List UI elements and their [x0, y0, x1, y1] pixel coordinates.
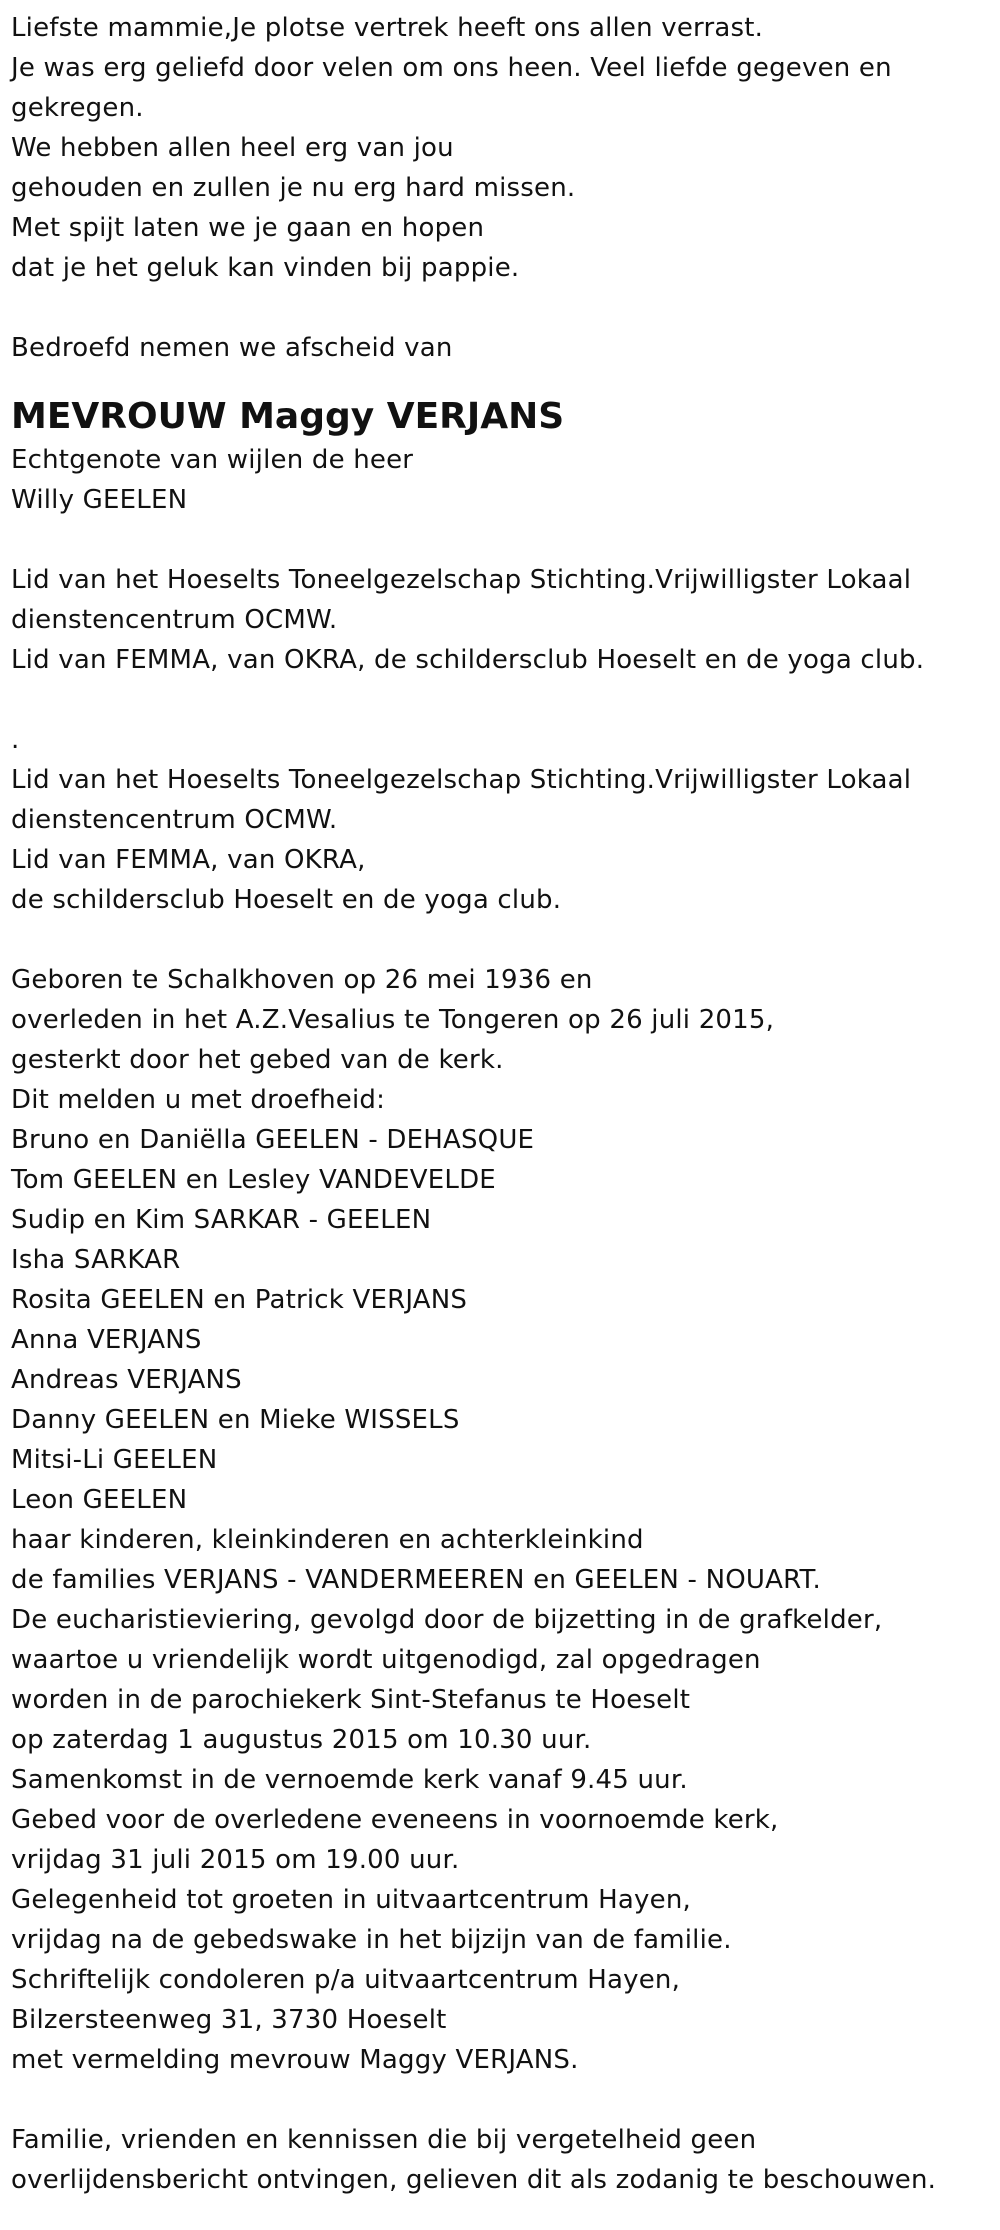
detail-line: vrijdag na de gebedswake in het bijzijn van de familie.: [11, 1925, 732, 1955]
membership-paragraph-2: [11, 760, 991, 920]
spacer: [11, 2080, 991, 2120]
detail-line: vrijdag 31 juli 2015 om 19.00 uur.: [11, 1845, 460, 1875]
detail-line: Anna VERJANS: [11, 1325, 202, 1355]
detail-line: Danny GEELEN en Mieke WISSELS: [11, 1405, 460, 1435]
intro-line: gehouden en zullen je nu erg hard missen.: [11, 173, 576, 203]
spouse-line: Echtgenote van wijlen de heer: [11, 445, 414, 475]
intro-line: Je was erg geliefd door velen om ons heen. Veel liefde gegeven en: [11, 53, 892, 83]
detail-line: Bilzersteenweg 31, 3730 Hoeselt: [11, 2005, 447, 2035]
intro-line: Liefste mammie,Je plotse vertrek heeft ons allen verrast.: [11, 13, 764, 43]
spacer: [11, 680, 991, 720]
spacer: [11, 520, 991, 560]
details-paragraph: [11, 960, 991, 2080]
closing-line: Familie, vrienden en kennissen die bij vergetelheid geen: [11, 2125, 757, 2155]
detail-line: haar kinderen, kleinkinderen en achterkleinkind: [11, 1525, 644, 1555]
detail-line: De eucharistieviering, gevolgd door de bijzetting in de grafkelder,: [11, 1605, 883, 1635]
detail-line: Leon GEELEN: [11, 1485, 188, 1515]
separator-dot: .: [11, 725, 20, 755]
detail-line: de families VERJANS - VANDERMEEREN en GEELEN - NOUART.: [11, 1565, 821, 1595]
spouse-line: Willy GEELEN: [11, 485, 188, 515]
membership-paragraph-1: [11, 560, 991, 680]
spacer: [11, 368, 991, 394]
announcement-line: Bedroefd nemen we afscheid van: [11, 333, 453, 363]
membership-line: de schildersclub Hoeselt en de yoga club.: [11, 885, 562, 915]
spacer: [11, 288, 991, 328]
membership-line: Lid van het Hoeselts Toneelgezelschap Stichting.Vrijwilligster Lokaal: [11, 565, 912, 595]
detail-line: Samenkomst in de vernoemde kerk vanaf 9.45 uur.: [11, 1765, 688, 1795]
detail-line: worden in de parochiekerk Sint-Stefanus te Hoeselt: [11, 1685, 691, 1715]
membership-line: dienstencentrum OCMW.: [11, 805, 338, 835]
detail-line: Rosita GEELEN en Patrick VERJANS: [11, 1285, 468, 1315]
detail-line: Gebed voor de overledene eveneens in voornoemde kerk,: [11, 1805, 779, 1835]
detail-line: Schriftelijk condoleren p/a uitvaartcentrum Hayen,: [11, 1965, 681, 1995]
detail-line: gesterkt door het gebed van de kerk.: [11, 1045, 504, 1075]
intro-line: gekregen.: [11, 93, 144, 123]
detail-line: Isha SARKAR: [11, 1245, 181, 1275]
detail-line: Geboren te Schalkhoven op 26 mei 1936 en: [11, 965, 593, 995]
detail-line: Gelegenheid tot groeten in uitvaartcentrum Hayen,: [11, 1885, 691, 1915]
membership-line: Lid van FEMMA, van OKRA, de schildersclub Hoeselt en de yoga club.: [11, 645, 925, 675]
closing-line: overlijdensbericht ontvingen, gelieven dit als zodanig te beschouwen.: [11, 2165, 937, 2195]
obituary-document: [11, 8, 991, 2200]
membership-line: Lid van FEMMA, van OKRA,: [11, 845, 366, 875]
membership-line: Lid van het Hoeselts Toneelgezelschap Stichting.Vrijwilligster Lokaal: [11, 765, 912, 795]
detail-line: Tom GEELEN en Lesley VANDEVELDE: [11, 1165, 496, 1195]
intro-line: We hebben allen heel erg van jou: [11, 133, 454, 163]
detail-line: Andreas VERJANS: [11, 1365, 242, 1395]
intro-paragraph: [11, 8, 991, 288]
deceased-name-heading: MEVROUW Maggy VERJANS: [11, 396, 565, 437]
detail-line: overleden in het A.Z.Vesalius te Tongeren op 26 juli 2015,: [11, 1005, 775, 1035]
detail-line: met vermelding mevrouw Maggy VERJANS.: [11, 2045, 579, 2075]
intro-line: Met spijt laten we je gaan en hopen: [11, 213, 485, 243]
closing-paragraph: [11, 2120, 991, 2200]
detail-line: Sudip en Kim SARKAR - GEELEN: [11, 1205, 432, 1235]
spouse-paragraph: [11, 440, 991, 520]
intro-line: dat je het geluk kan vinden bij pappie.: [11, 253, 520, 283]
detail-line: op zaterdag 1 augustus 2015 om 10.30 uur.: [11, 1725, 592, 1755]
spacer: [11, 920, 991, 960]
detail-line: waartoe u vriendelijk wordt uitgenodigd, zal opgedragen: [11, 1645, 761, 1675]
detail-line: Dit melden u met droefheid:: [11, 1085, 386, 1115]
detail-line: Bruno en Daniëlla GEELEN - DEHASQUE: [11, 1125, 535, 1155]
detail-line: Mitsi-Li GEELEN: [11, 1445, 218, 1475]
membership-line: dienstencentrum OCMW.: [11, 605, 338, 635]
